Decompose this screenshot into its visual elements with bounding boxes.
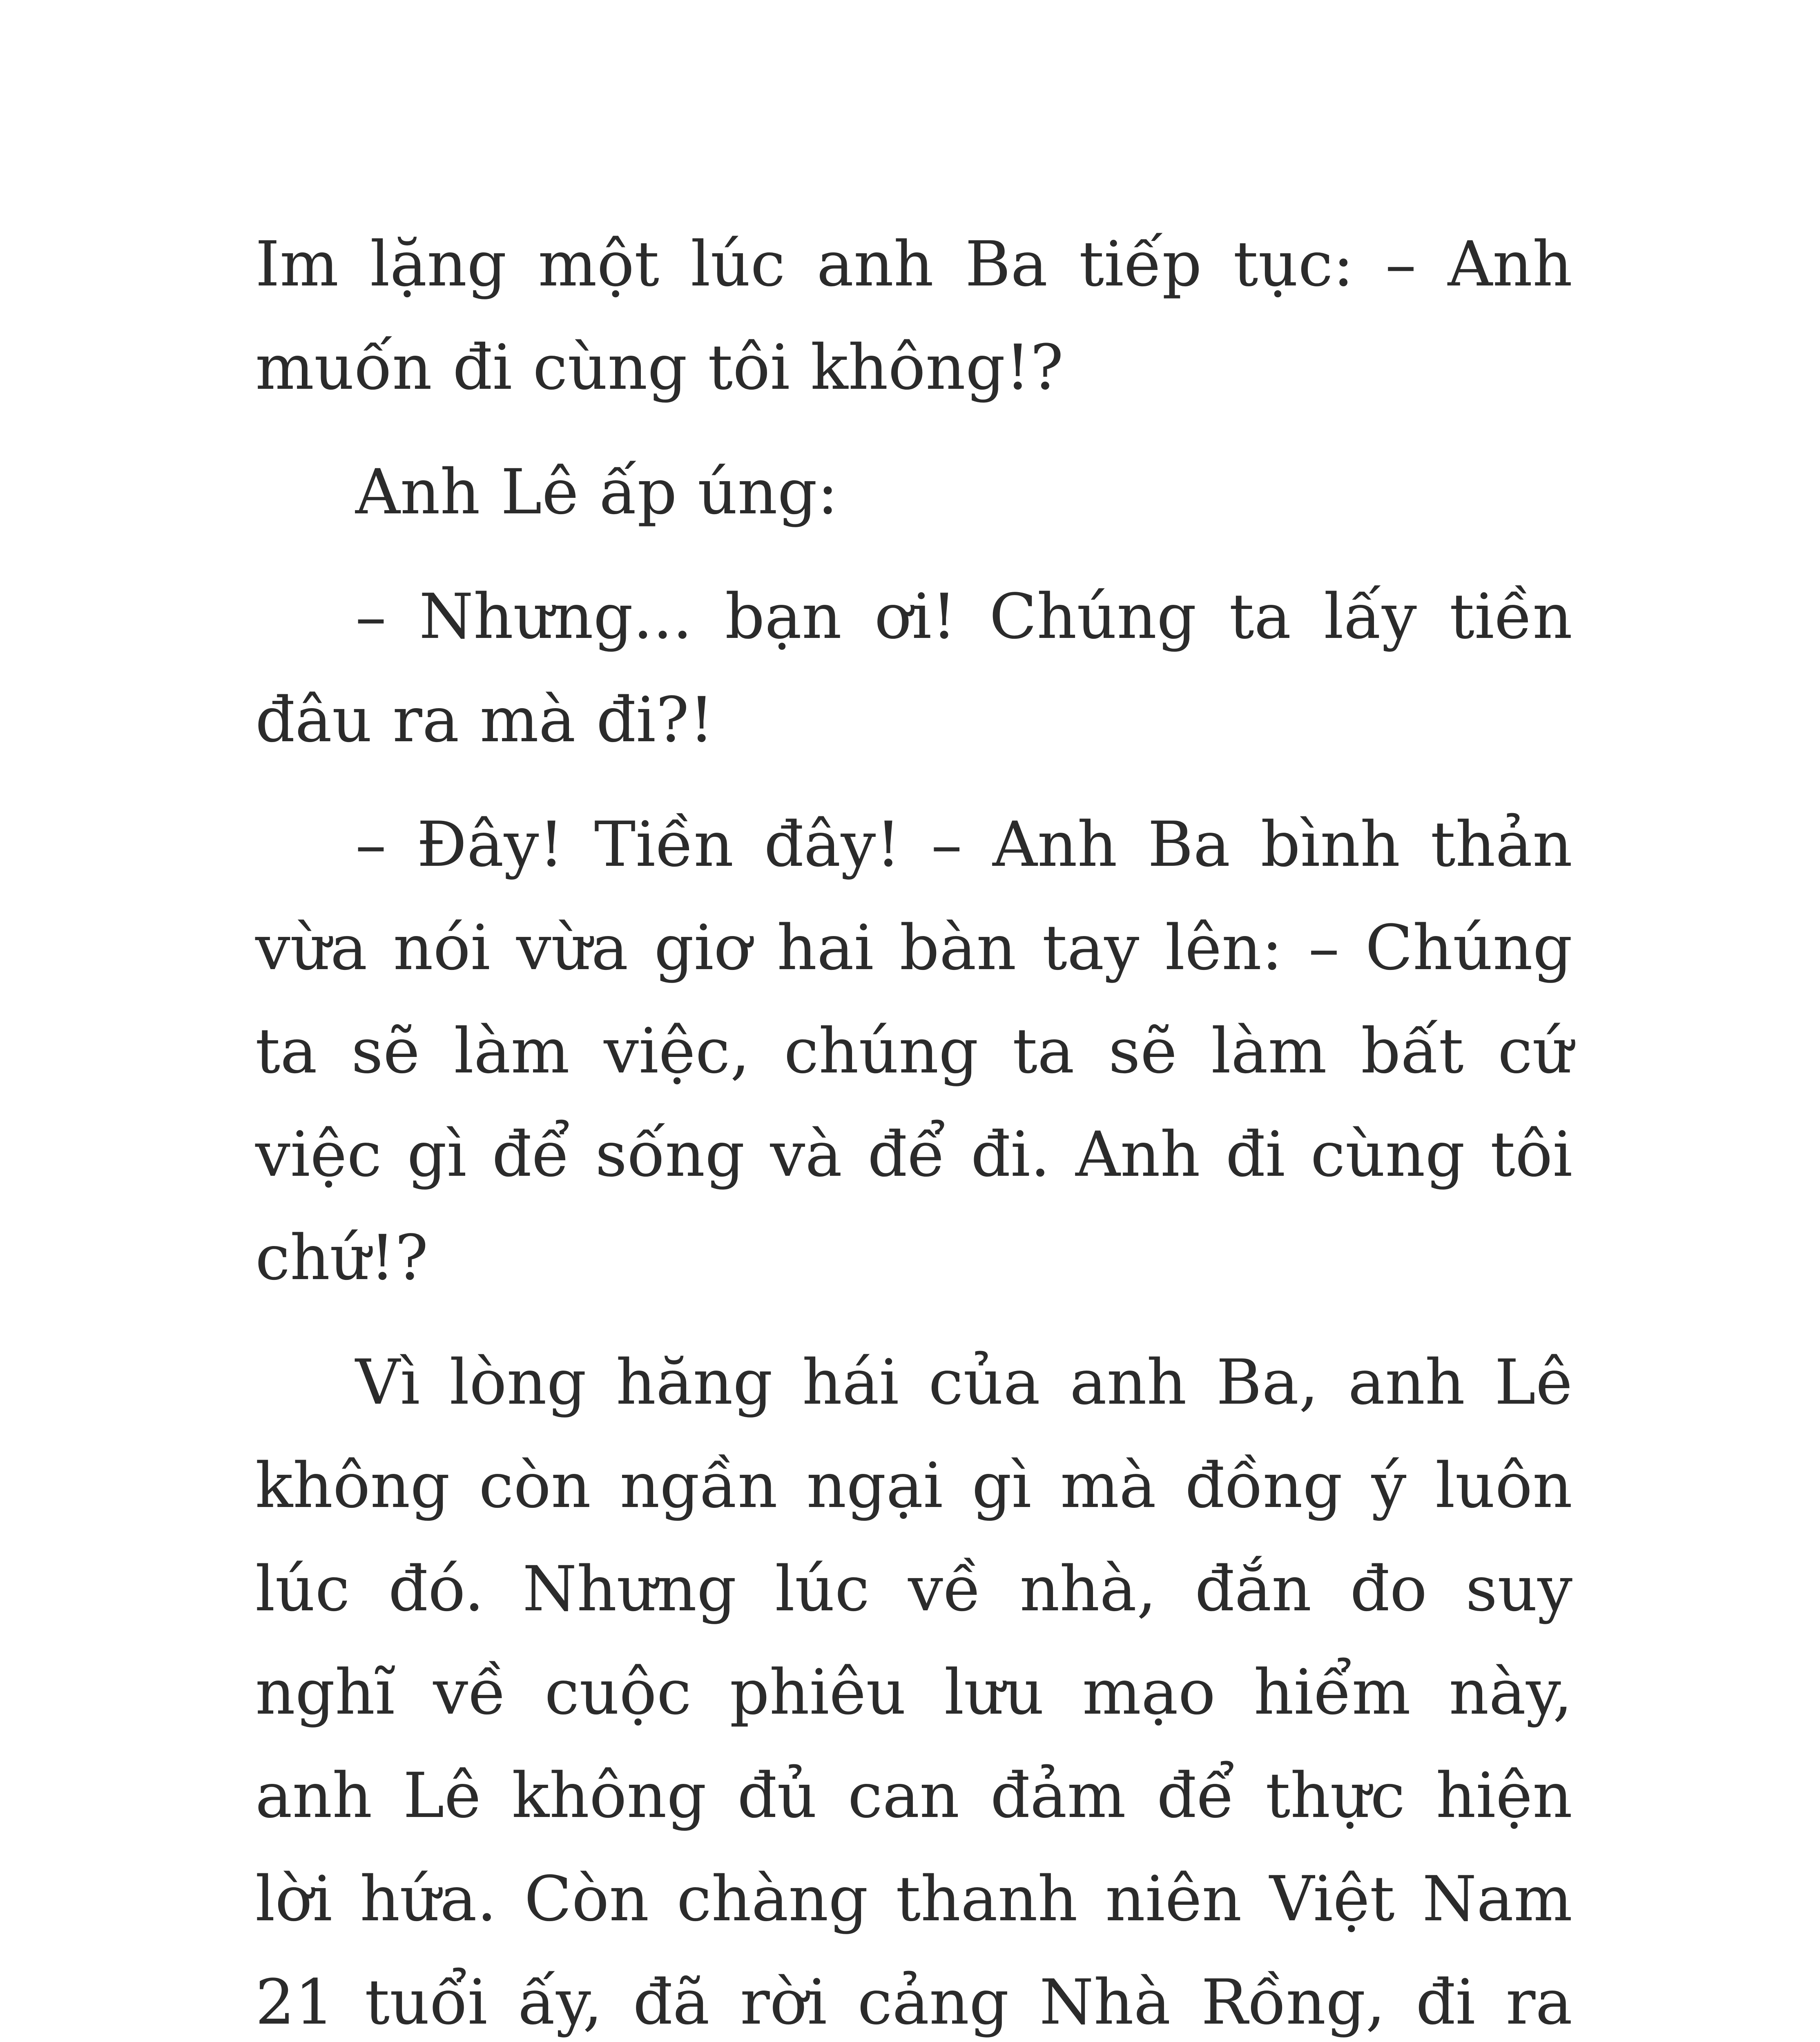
paragraph-5: Vì lòng hăng hái của anh Ba, anh Lê không còn ngần ngại gì mà đồng ý luôn lúc đó. Nhưng lúc về nhà, đắn đo suy nghĩ về cuộc phiêu lưu mạo hiểm này, anh Lê không đủ can đảm để thực hiện lời hứa. Còn chàng thanh niên Việt Nam 21 tuổi ấy, đã rời cảng Nhà Rồng, đi ra (255, 1346, 1572, 2038)
paragraph-3: – Nhưng... bạn ơi! Chúng ta lấy tiền đâu ra mà đi?! (255, 580, 1572, 756)
paragraph-2: Anh Lê ấp úng: (355, 456, 839, 528)
page-body (255, 212, 1572, 2042)
paragraph-4: – Đây! Tiền đây! – Anh Ba bình thản vừa nói vừa giơ hai bàn tay lên: – Chúng ta sẽ làm việc, chúng ta sẽ làm bất cứ việc gì để sống và để đi. Anh đi cùng tôi chứ!? (255, 808, 1572, 1294)
paragraph-1: Im lặng một lúc anh Ba tiếp tục: – Anh muốn đi cùng tôi không!? (255, 228, 1572, 403)
